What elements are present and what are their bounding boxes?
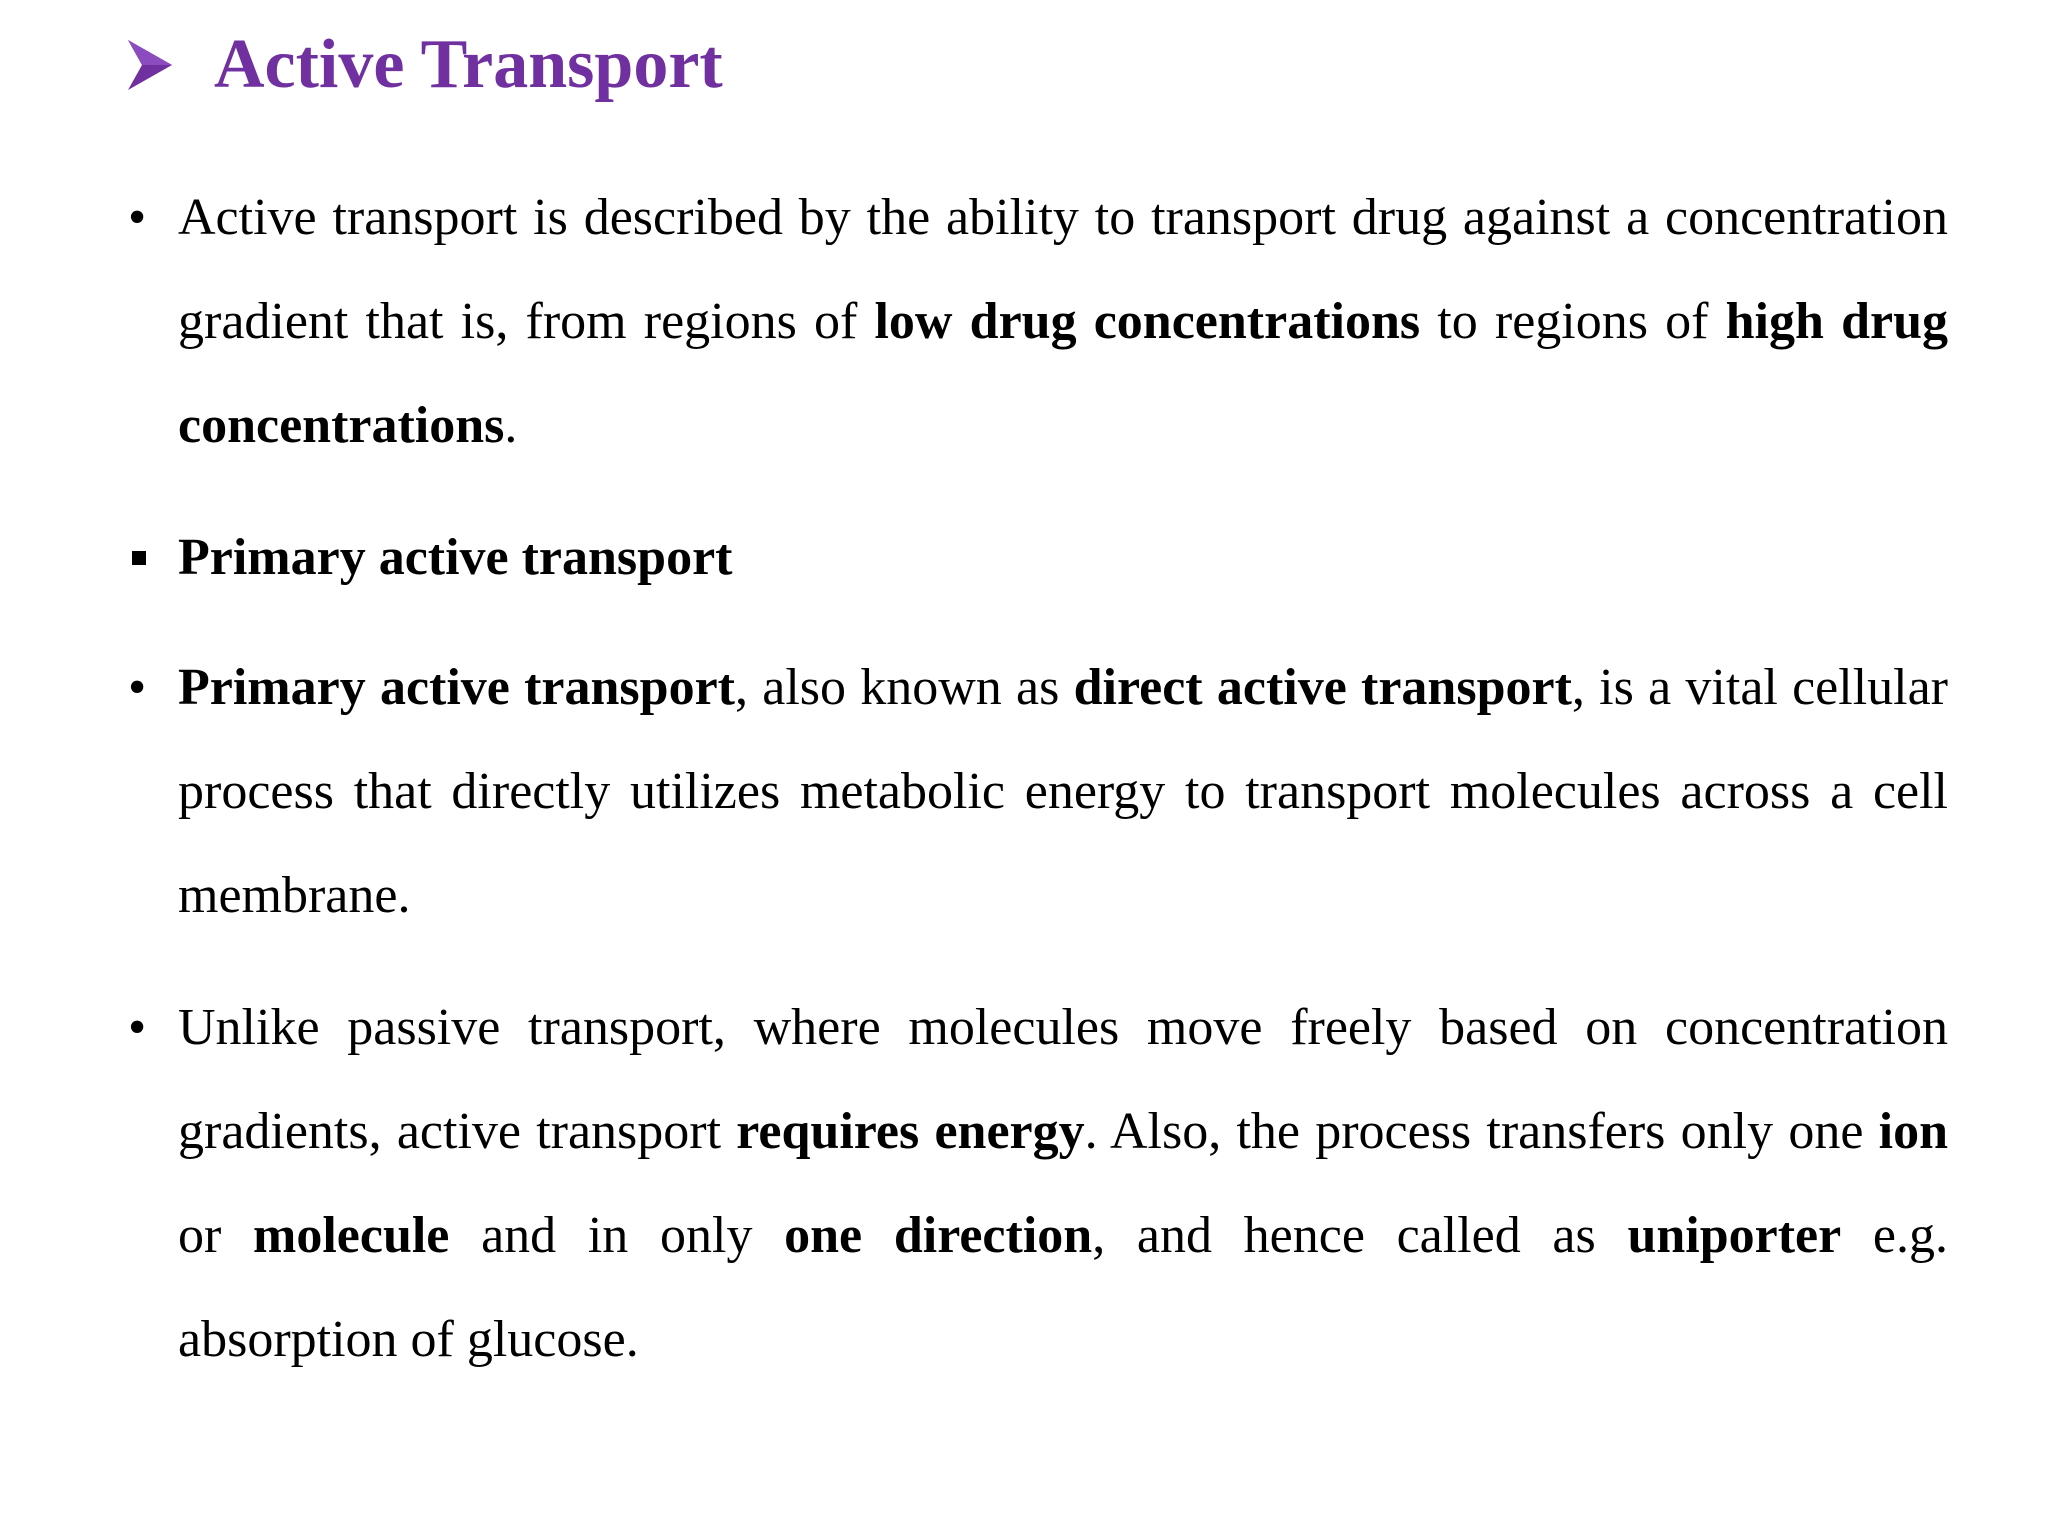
paragraph: Primary active transport, also known as direct active transport, is a vital cellular process that directly utilizes metabolic energy to transport molecules across a cell membrane. [178,659,1948,924]
slide-title: Active Transport [214,26,723,103]
list-item-active-transport-definition [128,166,1948,478]
square-bullet-icon [132,551,146,565]
dot-bullet-icon: • [128,189,147,246]
arrowhead-bullet-icon [128,40,172,90]
dot-bullet-icon: • [128,659,147,716]
list-item-primary-heading [128,506,1948,610]
paragraph: Active transport is described by the ability to transport drug against a concentration gradient that is, from regions of low drug concentrations to regions of high drug concentrations. [178,189,1948,454]
sub-heading: Primary active transport [178,529,733,586]
list-item-uniporter [128,976,1948,1392]
list-item-primary-definition [128,636,1948,948]
slide-title-row [128,26,723,103]
dot-bullet-icon: • [128,999,147,1056]
paragraph: Unlike passive transport, where molecules move freely based on concentration gradients, active transport requires energy. Also, the process transfers only one ion or molecule and in only one direction, and hence called as uniporter e.g. absorption of glucose. [178,999,1949,1368]
